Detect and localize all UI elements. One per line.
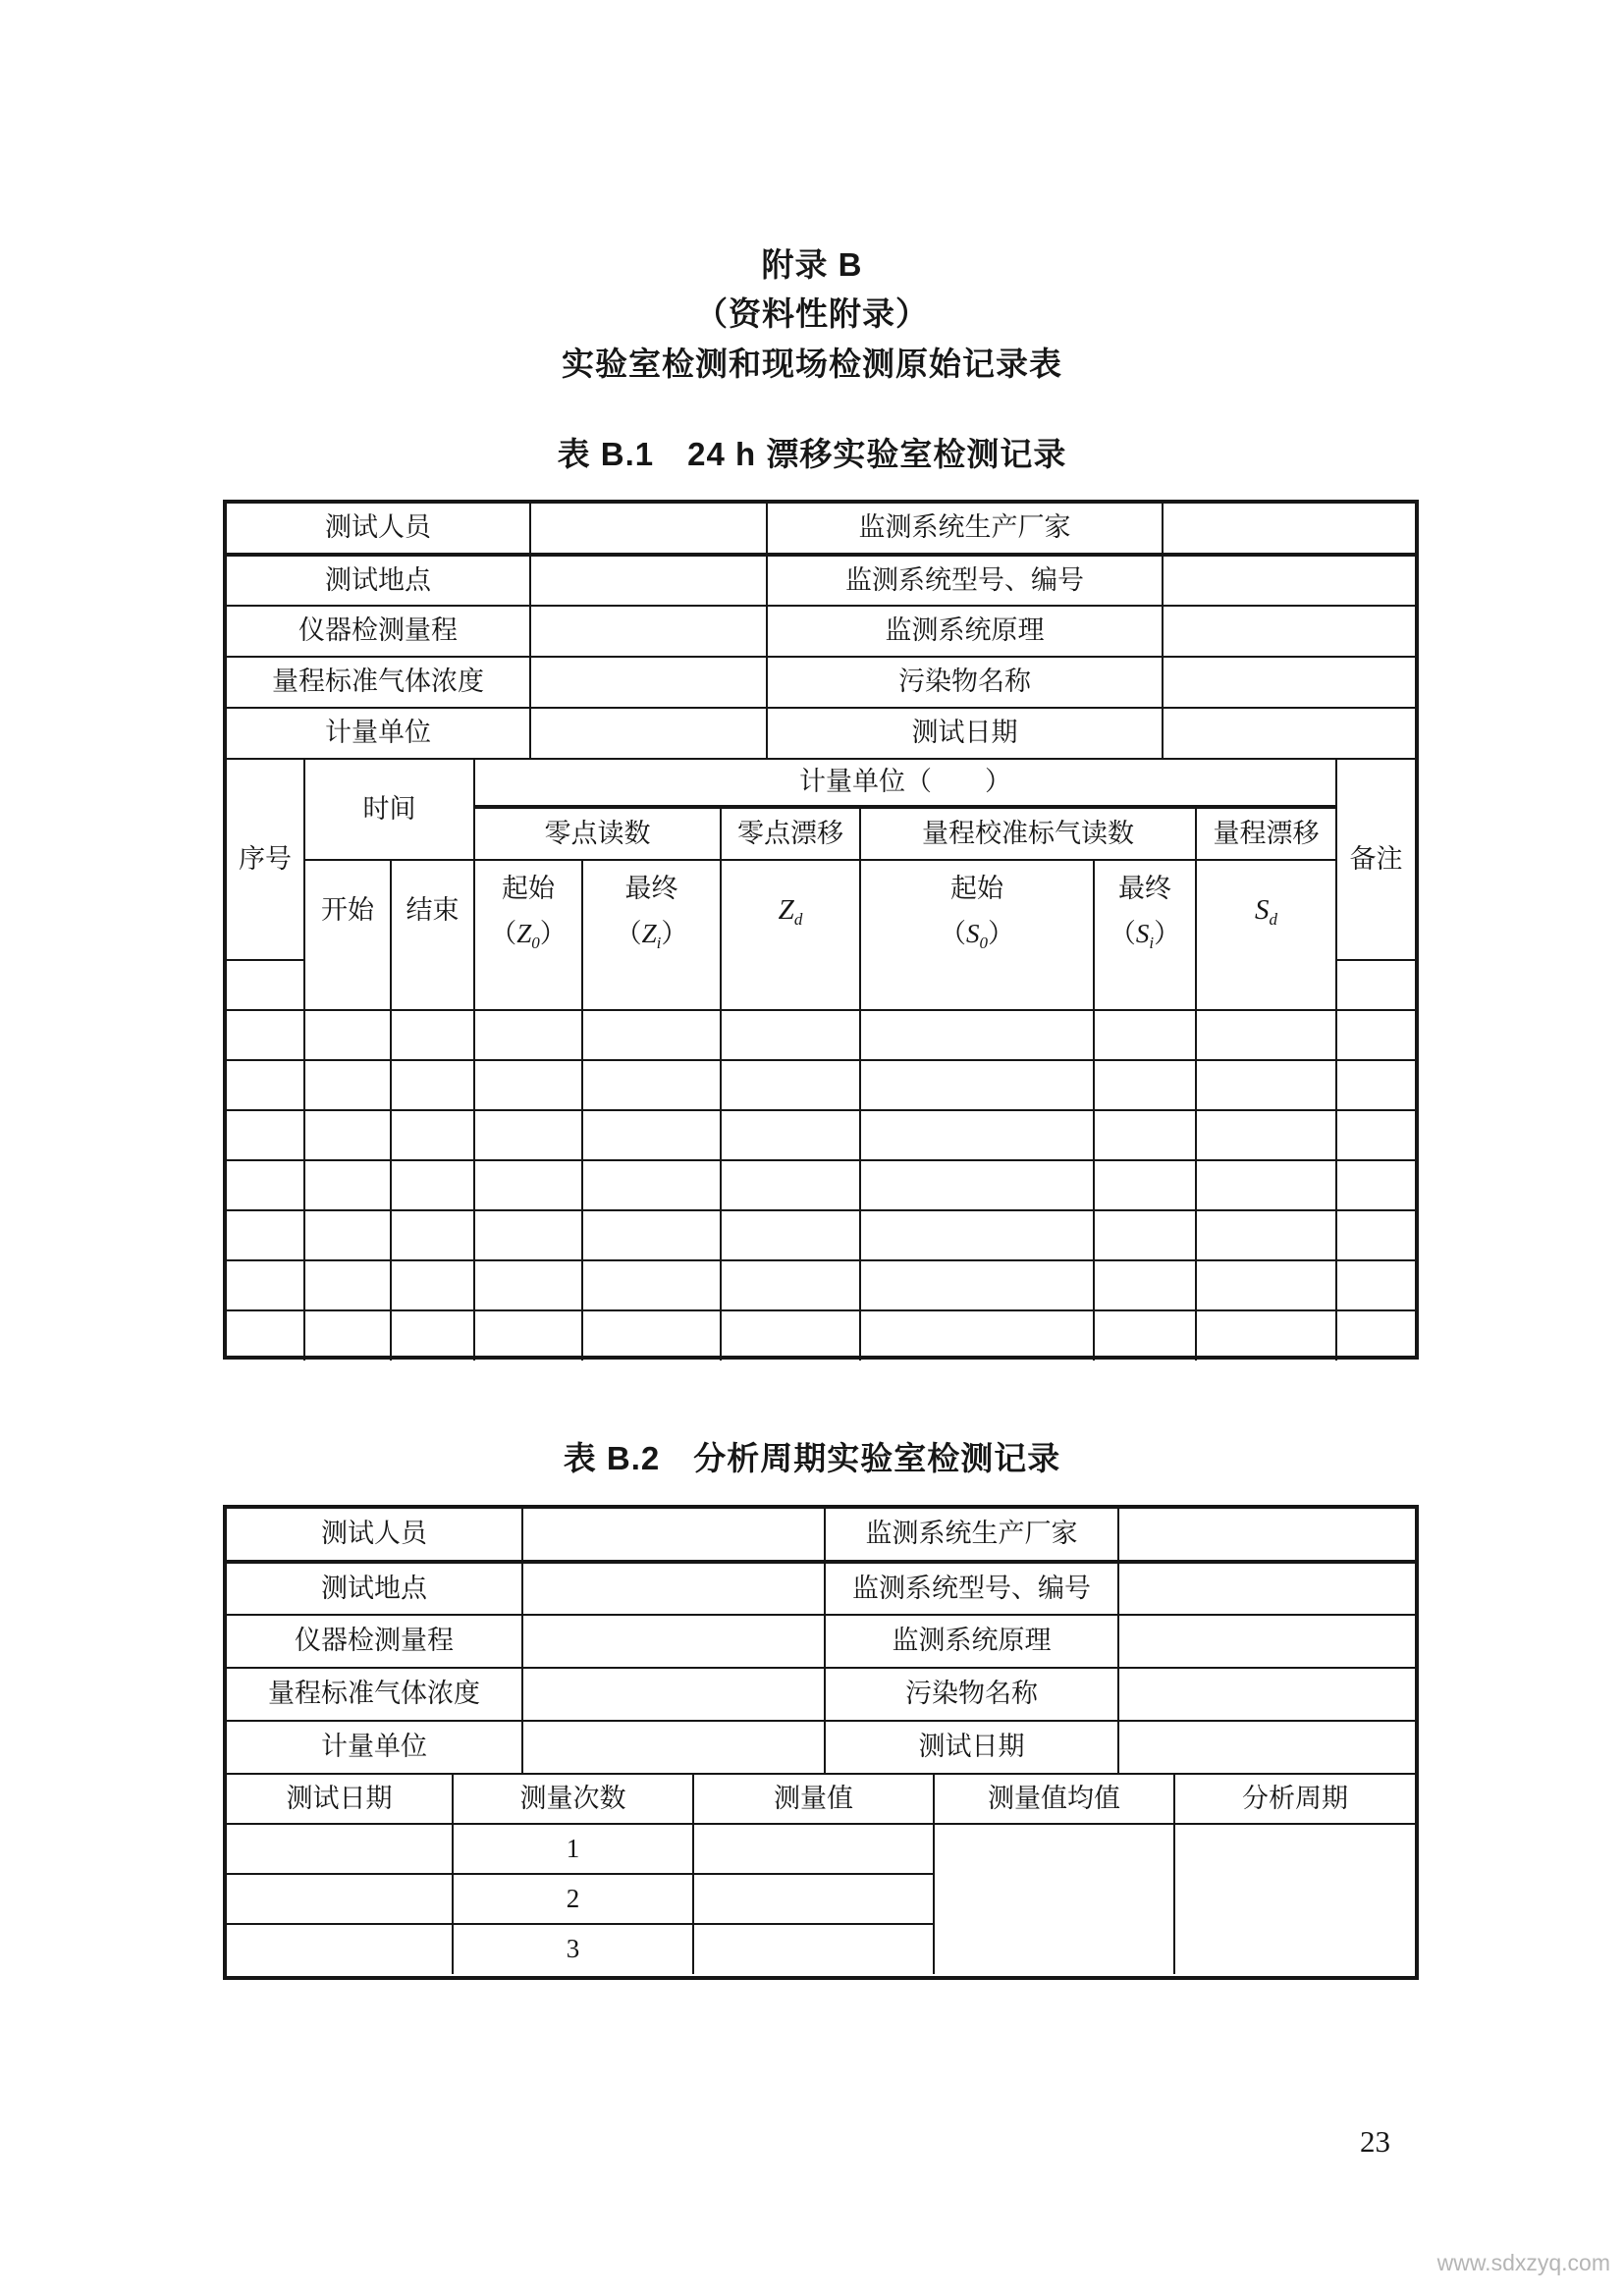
empty-cell — [391, 1160, 474, 1210]
measure-count-cell: 2 — [453, 1874, 693, 1924]
empty-cell — [582, 1110, 721, 1160]
empty-cell — [227, 1260, 304, 1310]
info-label: 测试日期 — [767, 708, 1163, 759]
measure-value-cell — [693, 1924, 934, 1974]
empty-cell — [721, 1060, 860, 1110]
empty-cell — [1094, 1310, 1196, 1361]
measure-mean-header: 测量值均值 — [934, 1775, 1174, 1824]
table-b1 — [223, 500, 1419, 1360]
empty-cell — [1094, 960, 1196, 1010]
empty-cell — [474, 1160, 582, 1210]
empty-cell — [721, 1110, 860, 1160]
info-value — [530, 657, 767, 708]
empty-cell — [304, 960, 391, 1010]
info-value — [530, 504, 767, 555]
zero-drift-symbol: $Z_d$ — [721, 860, 860, 960]
info-value — [522, 1509, 825, 1562]
table-row — [227, 708, 1415, 759]
empty-cell — [1196, 1310, 1336, 1361]
info-value — [530, 555, 767, 606]
zero-start-header — [474, 860, 582, 960]
info-value — [1163, 555, 1415, 606]
empty-cell — [1196, 1260, 1336, 1310]
empty-cell — [1196, 1110, 1336, 1160]
empty-row — [227, 960, 1415, 1010]
empty-cell — [227, 960, 304, 1010]
info-label: 量程标准气体浓度 — [227, 1668, 522, 1721]
empty-cell — [227, 1160, 304, 1210]
measure-count-cell: 1 — [453, 1824, 693, 1874]
empty-cell — [1336, 960, 1415, 1010]
measure-period-header: 分析周期 — [1174, 1775, 1415, 1824]
empty-cell — [582, 1010, 721, 1060]
empty-cell — [860, 1210, 1094, 1260]
table-row — [227, 504, 1415, 555]
empty-cell — [1094, 1110, 1196, 1160]
table-row — [227, 1509, 1415, 1562]
empty-cell — [474, 1110, 582, 1160]
empty-cell — [860, 1160, 1094, 1210]
zero-start-label: 起始 — [502, 873, 555, 903]
zero-start-symbol: $(Z_0)$ — [490, 918, 567, 952]
empty-cell — [721, 1160, 860, 1210]
info-label: 监测系统型号、编号 — [767, 555, 1163, 606]
table-header-row — [227, 860, 1415, 960]
span-drift-header: 量程漂移 — [1196, 807, 1336, 860]
empty-cell — [1196, 1010, 1336, 1060]
empty-cell — [227, 1310, 304, 1361]
empty-row — [227, 1260, 1415, 1310]
zero-final-label: 最终 — [624, 873, 678, 903]
measure-value-header: 测量值 — [693, 1775, 934, 1824]
empty-cell — [721, 1310, 860, 1361]
info-label: 监测系统生产厂家 — [767, 504, 1163, 555]
empty-cell — [582, 1260, 721, 1310]
measure-value-cell — [693, 1874, 934, 1924]
span-start-header — [860, 860, 1094, 960]
info-label: 计量单位 — [227, 708, 530, 759]
empty-cell — [1094, 1160, 1196, 1210]
empty-cell — [391, 1060, 474, 1110]
empty-cell — [304, 1010, 391, 1060]
empty-cell — [1336, 1010, 1415, 1060]
span-drift-symbol: $S_d$ — [1196, 860, 1336, 960]
measure-value-cell — [693, 1824, 934, 1874]
unit-banner: 计量单位（ ） — [474, 760, 1336, 807]
empty-cell — [304, 1060, 391, 1110]
empty-cell — [227, 1060, 304, 1110]
empty-cell — [1094, 1060, 1196, 1110]
empty-cell — [304, 1260, 391, 1310]
measure-date-header: 测试日期 — [227, 1775, 453, 1824]
empty-cell — [227, 1010, 304, 1060]
info-label: 计量单位 — [227, 1721, 522, 1774]
empty-row — [227, 1160, 1415, 1210]
empty-cell — [582, 960, 721, 1010]
empty-cell — [582, 1210, 721, 1260]
measure-mean-cell — [934, 1824, 1174, 1974]
empty-cell — [1196, 1210, 1336, 1260]
table-b1-info-section — [227, 504, 1415, 760]
time-header: 时间 — [304, 760, 474, 860]
span-final-symbol: $(S_i)$ — [1109, 918, 1181, 952]
empty-row — [227, 1110, 1415, 1160]
info-label: 仪器检测量程 — [227, 1615, 522, 1668]
empty-cell — [582, 1160, 721, 1210]
table-b2 — [223, 1505, 1419, 1980]
zero-reading-header: 零点读数 — [474, 807, 721, 860]
span-final-label: 最终 — [1118, 873, 1171, 903]
empty-row — [227, 1010, 1415, 1060]
empty-cell — [474, 1060, 582, 1110]
empty-row — [227, 1310, 1415, 1361]
info-label: 监测系统原理 — [767, 606, 1163, 657]
table-header-row — [227, 1775, 1415, 1824]
empty-cell — [391, 960, 474, 1010]
info-label: 监测系统生产厂家 — [825, 1509, 1118, 1562]
measure-period-cell — [1174, 1824, 1415, 1974]
info-label: 监测系统型号、编号 — [825, 1562, 1118, 1615]
table-row — [227, 1721, 1415, 1774]
info-value — [530, 708, 767, 759]
table-row — [227, 606, 1415, 657]
empty-cell — [474, 1310, 582, 1361]
info-value — [530, 606, 767, 657]
info-label: 监测系统原理 — [825, 1615, 1118, 1668]
info-value — [1163, 504, 1415, 555]
empty-cell — [304, 1310, 391, 1361]
time-start-header: 开始 — [304, 860, 391, 960]
zero-drift-header: 零点漂移 — [721, 807, 860, 860]
table-row — [227, 555, 1415, 606]
table-row — [227, 1562, 1415, 1615]
info-value — [1118, 1721, 1415, 1774]
empty-cell — [1336, 1160, 1415, 1210]
info-value — [1163, 657, 1415, 708]
empty-cell — [304, 1160, 391, 1210]
empty-cell — [1336, 1110, 1415, 1160]
empty-cell — [391, 1010, 474, 1060]
empty-cell — [474, 1010, 582, 1060]
info-value — [522, 1615, 825, 1668]
empty-row — [227, 1060, 1415, 1110]
zero-final-header — [582, 860, 721, 960]
appendix-type: （资料性附录） — [695, 295, 929, 332]
span-start-symbol: $(S_0)$ — [940, 918, 1014, 952]
empty-cell — [1336, 1310, 1415, 1361]
empty-cell — [860, 1010, 1094, 1060]
time-end-header: 结束 — [391, 860, 474, 960]
empty-cell — [304, 1210, 391, 1260]
empty-row — [227, 1210, 1415, 1260]
measure-count-cell: 3 — [453, 1924, 693, 1974]
remark-header: 备注 — [1336, 760, 1415, 960]
empty-cell — [227, 1110, 304, 1160]
measure-count-header: 测量次数 — [453, 1775, 693, 1824]
info-label: 测试地点 — [227, 555, 530, 606]
table-b2-measure-section — [227, 1775, 1415, 1974]
empty-cell — [1094, 1210, 1196, 1260]
empty-cell — [1196, 1060, 1336, 1110]
appendix-title: 实验室检测和现场检测原始记录表 — [562, 346, 1062, 382]
empty-cell — [860, 1260, 1094, 1310]
empty-cell — [474, 1260, 582, 1310]
empty-cell — [1094, 1260, 1196, 1310]
empty-cell — [582, 1310, 721, 1361]
table-row — [227, 657, 1415, 708]
table-b2-caption: 表 B.2 分析周期实验室检测记录 — [563, 1440, 1061, 1476]
info-value — [1118, 1509, 1415, 1562]
empty-cell — [1196, 1160, 1336, 1210]
info-value — [522, 1562, 825, 1615]
info-label: 量程标准气体浓度 — [227, 657, 530, 708]
table-header-row — [227, 760, 1415, 807]
empty-cell — [860, 960, 1094, 1010]
info-label: 测试日期 — [825, 1721, 1118, 1774]
empty-cell — [1196, 960, 1336, 1010]
empty-cell — [721, 960, 860, 1010]
empty-cell — [1094, 1010, 1196, 1060]
empty-cell — [1336, 1260, 1415, 1310]
measure-date-cell — [227, 1874, 453, 1924]
empty-cell — [1336, 1060, 1415, 1110]
empty-cell — [582, 1060, 721, 1110]
info-value — [1163, 606, 1415, 657]
b1-body — [227, 960, 1415, 1361]
table-b2-info-section — [227, 1509, 1415, 1775]
empty-cell — [1336, 1210, 1415, 1260]
empty-cell — [304, 1110, 391, 1160]
seq-header: 序号 — [227, 760, 304, 960]
table-b1-caption: 表 B.1 24 h 漂移实验室检测记录 — [557, 436, 1067, 472]
empty-cell — [391, 1260, 474, 1310]
info-label: 测试人员 — [227, 1509, 522, 1562]
measure-date-cell — [227, 1924, 453, 1974]
zero-final-symbol: $(Z_i)$ — [615, 918, 688, 952]
info-label: 污染物名称 — [825, 1668, 1118, 1721]
info-value — [1118, 1668, 1415, 1721]
empty-cell — [227, 1210, 304, 1260]
info-label: 仪器检测量程 — [227, 606, 530, 657]
empty-cell — [721, 1210, 860, 1260]
table-b1-main-grid — [227, 760, 1415, 1361]
empty-cell — [474, 1210, 582, 1260]
info-label: 污染物名称 — [767, 657, 1163, 708]
page-number: 23 — [1360, 2124, 1390, 2159]
empty-cell — [721, 1010, 860, 1060]
appendix-label: 附录 B — [761, 246, 863, 283]
empty-cell — [860, 1110, 1094, 1160]
info-value — [1118, 1615, 1415, 1668]
empty-cell — [860, 1310, 1094, 1361]
info-value — [522, 1721, 825, 1774]
measure-date-cell — [227, 1824, 453, 1874]
info-label: 测试地点 — [227, 1562, 522, 1615]
table-row — [227, 1615, 1415, 1668]
empty-cell — [860, 1060, 1094, 1110]
span-final-header — [1094, 860, 1196, 960]
info-label: 测试人员 — [227, 504, 530, 555]
table-row — [227, 1824, 1415, 1874]
span-start-label: 起始 — [950, 873, 1003, 903]
table-row — [227, 1668, 1415, 1721]
watermark: www.sdxzyq.com — [1436, 2250, 1610, 2275]
empty-cell — [391, 1210, 474, 1260]
info-value — [1163, 708, 1415, 759]
info-value — [522, 1668, 825, 1721]
span-reading-header: 量程校准标气读数 — [860, 807, 1196, 860]
empty-cell — [474, 960, 582, 1010]
empty-cell — [391, 1110, 474, 1160]
empty-cell — [721, 1260, 860, 1310]
empty-cell — [391, 1310, 474, 1361]
info-value — [1118, 1562, 1415, 1615]
